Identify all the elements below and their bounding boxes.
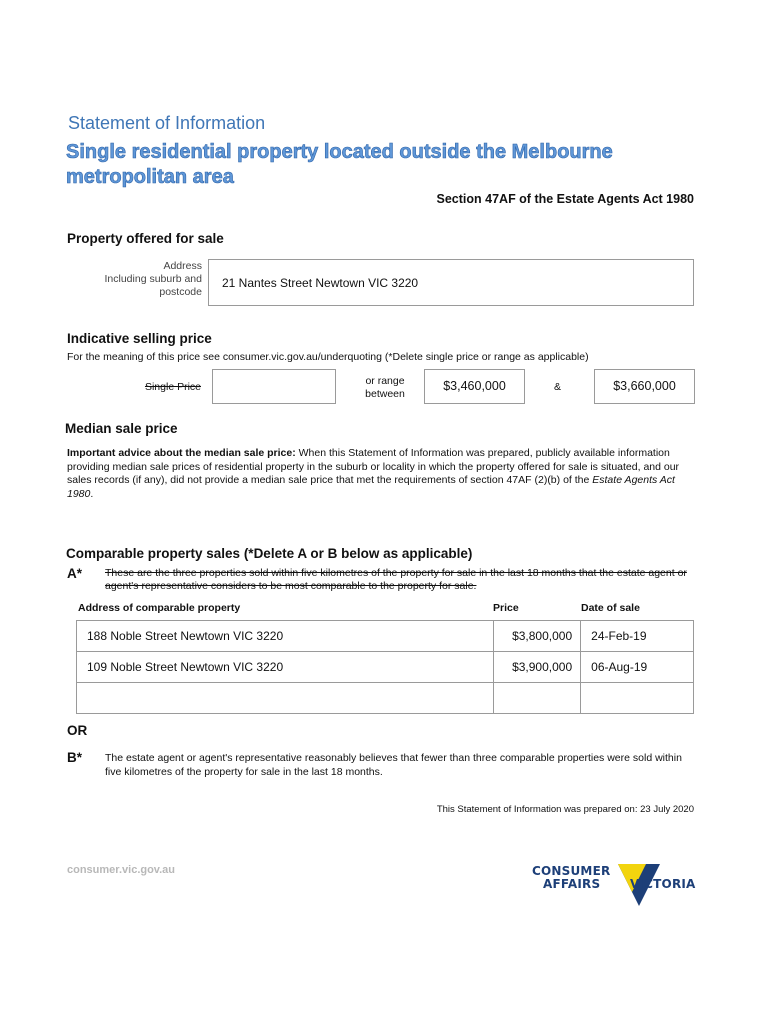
price-range-high-field[interactable]: $3,660,000 <box>594 369 695 404</box>
table-row <box>77 621 694 652</box>
comparable-address-cell[interactable] <box>77 683 494 714</box>
median-heading: Median sale price <box>65 421 178 436</box>
address-field[interactable]: 21 Nantes Street Newtown VIC 3220 <box>208 259 694 306</box>
single-price-field[interactable] <box>212 369 336 404</box>
median-advice-text: When this Statement of Information was prepared, publicly available information providing median sale prices of residential property in the suburb or locality in which the property offered for sale is situated, and our sales records (if any), did not provide a median sale price that met the requirements of section 47AF (2)(b) of the <box>67 447 680 486</box>
col-date-header: Date of sale <box>581 602 640 614</box>
consumer-affairs-victoria-logo <box>530 862 700 912</box>
property-heading: Property offered for sale <box>67 231 224 246</box>
prepared-date: This Statement of Information was prepared on: 23 July 2020 <box>436 804 694 815</box>
price-heading: Indicative selling price <box>67 331 212 346</box>
comparable-date-cell[interactable]: 24-Feb-19 <box>581 621 694 652</box>
logo-line1: CONSUMER <box>532 864 611 878</box>
or-separator: OR <box>67 723 88 738</box>
median-advice <box>67 447 693 501</box>
comparable-table <box>76 620 694 714</box>
document-eyebrow: Statement of Information <box>68 113 266 133</box>
comparable-date-cell[interactable]: 06-Aug-19 <box>581 652 694 683</box>
address-label-sub: Including suburb and postcode <box>104 273 202 298</box>
option-b-marker: B* <box>67 750 83 765</box>
col-address-header: Address of comparable property <box>78 602 241 614</box>
comparable-address-cell[interactable]: 109 Noble Street Newtown VIC 3220 <box>77 652 494 683</box>
logo-line3: VICTORIA <box>630 877 696 891</box>
price-note: For the meaning of this price see consumer.vic.gov.au/underquoting (*Delete single price or range as applicable) <box>67 351 589 363</box>
ampersand: & <box>554 381 562 393</box>
comparable-date-cell[interactable] <box>581 683 694 714</box>
option-a-marker: A* <box>67 566 83 581</box>
comparable-price-cell[interactable]: $3,800,000 <box>494 621 581 652</box>
option-b-text: The estate agent or agent's representative reasonably believes that fewer than three comparable properties were sold within five kilometres of the property for sale in the last 18 months. <box>105 752 682 778</box>
range-label: or range between <box>365 375 405 400</box>
logo-line2: AFFAIRS <box>543 877 601 891</box>
act-reference: Section 47AF of the Estate Agents Act 1980 <box>436 192 694 206</box>
table-row <box>77 683 694 714</box>
median-advice-bold: Important advice about the median sale price: <box>67 447 296 459</box>
comparable-price-cell[interactable] <box>494 683 581 714</box>
option-a-text: These are the three properties sold within five kilometres of the property for sale in the last 18 months that the estate agent or agent's representative considers to be most comparable to the property for sale. <box>105 567 687 592</box>
table-row <box>77 652 694 683</box>
address-label <box>80 260 202 299</box>
comparable-heading: Comparable property sales (*Delete A or B below as applicable) <box>66 546 473 561</box>
footer-site-link[interactable]: consumer.vic.gov.au <box>67 864 176 876</box>
address-label-main: Address <box>163 260 202 272</box>
price-range-low-field[interactable]: $3,460,000 <box>424 369 525 404</box>
single-price-label: Single Price <box>144 381 201 393</box>
comparable-price-cell[interactable]: $3,900,000 <box>494 652 581 683</box>
median-advice-act: Estate Agents Act 1980 <box>67 474 675 500</box>
col-price-header: Price <box>493 602 519 614</box>
document-title: Single residential property located outside the Melbourne metropolitan area <box>66 141 613 188</box>
median-advice-end: . <box>90 487 94 500</box>
comparable-address-cell[interactable]: 188 Noble Street Newtown VIC 3220 <box>77 621 494 652</box>
